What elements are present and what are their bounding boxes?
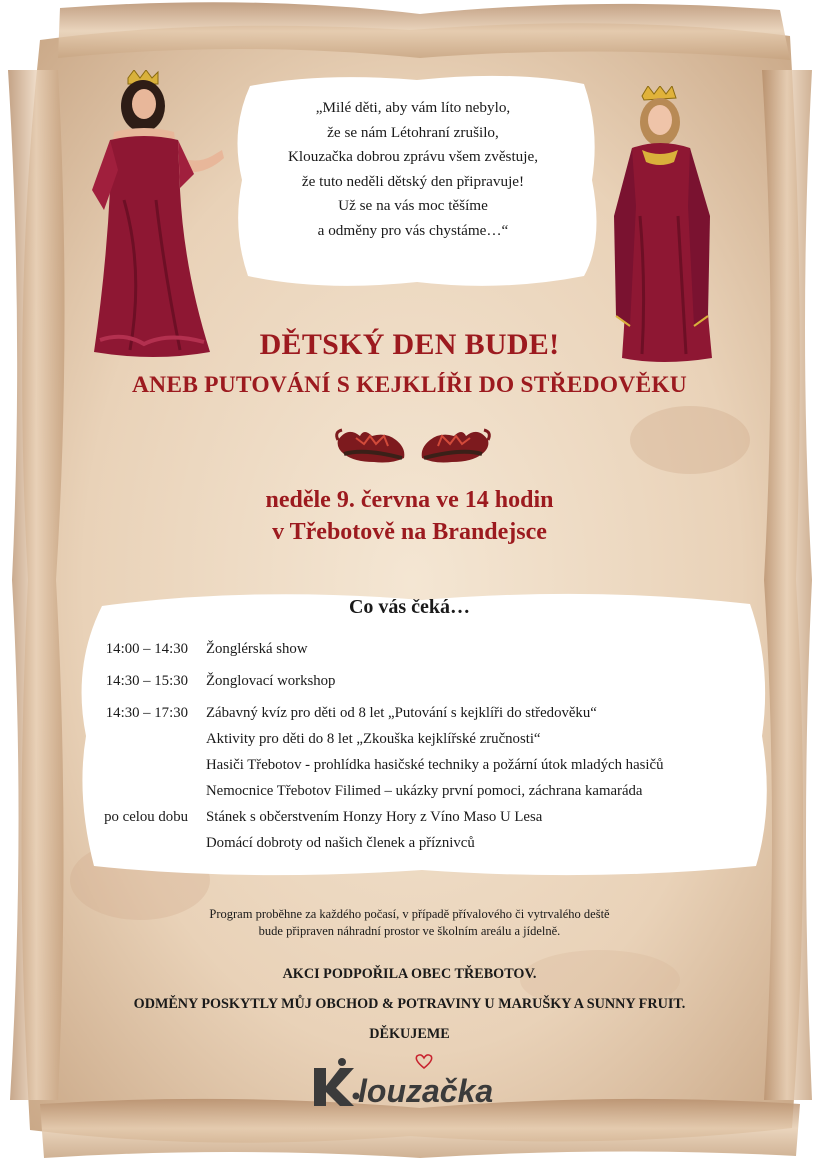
program-items xyxy=(206,636,766,662)
svg-text:louzačka: louzačka xyxy=(358,1073,494,1109)
program-title: Co vás čeká… xyxy=(348,596,471,618)
program-item: Žonglérská show xyxy=(206,641,308,657)
quote-line: Už se na vás moc těšíme xyxy=(338,197,488,214)
program-item: Zábavný kvíz pro děti od 8 let „Putování s kejklíři do středověku“ xyxy=(206,705,597,721)
program-items xyxy=(206,804,766,856)
subheadline: ANEB PUTOVÁNÍ S KEJKLÍŘI DO STŘEDOVĚKU xyxy=(132,372,687,398)
program-item: Aktivity pro děti do 8 let „Zkouška kejklířské zručnosti“ xyxy=(206,731,541,747)
program-time: 14:30 – 17:30 xyxy=(105,705,188,721)
program-items xyxy=(206,700,766,804)
quote-line: „Milé děti, aby vám líto nebylo, xyxy=(315,99,511,116)
program-items xyxy=(206,668,766,694)
headline: DĚTSKÝ DEN BUDE! xyxy=(259,328,560,361)
quote-line: že tuto neděli dětský den připravuje! xyxy=(301,172,525,190)
event-place: v Třebotově na Brandejsce xyxy=(272,519,547,545)
quote-line: Klouzačka dobrou zprávu všem zvěstuje, xyxy=(287,148,539,165)
jester-shoes-icon xyxy=(334,418,492,470)
program-time: po celou dobu xyxy=(104,809,188,825)
program-time: 14:30 – 15:30 xyxy=(105,673,188,689)
event-date-and-place xyxy=(0,484,819,548)
lady-in-red-gown-right-figure xyxy=(612,86,722,362)
program-item: Nemocnice Třebotov Filimed – ukázky první pomoci, záchrana kamaráda xyxy=(206,783,643,799)
program-item: Hasiči Třebotov - prohlídka hasičské techniky a požární útok mladých hasičů xyxy=(206,757,664,773)
quote-line: že se nám Létohraní zrušilo, xyxy=(327,123,499,141)
quote-line: a odměny pro vás chystáme…“ xyxy=(317,221,509,239)
klouzacka-logo xyxy=(308,1052,520,1110)
event-date: neděle 9. června ve 14 hodin xyxy=(265,487,554,513)
thanks-line: DĚKUJEME xyxy=(369,1026,450,1042)
program-item: Domácí dobroty od našich členek a příznivců xyxy=(206,835,475,851)
poem-quote xyxy=(258,96,568,243)
weather-note-line: bude připraven náhradní prostor ve školním areálu a jídelně. xyxy=(258,924,561,938)
program-item: Žonglovací workshop xyxy=(206,673,336,689)
weather-note-line: Program proběhne za každého počasí, v případě přívalového či vytrvalého deště xyxy=(209,907,610,921)
program-time: 14:00 – 14:30 xyxy=(105,641,188,657)
sponsor-line: AKCI PODPOŘILA OBEC TŘEBOTOV. xyxy=(282,966,537,982)
weather-note xyxy=(0,906,819,940)
program-item: Stánek s občerstvením Honzy Hory z Víno Maso U Lesa xyxy=(206,809,543,825)
sponsor-line: ODMĚNY POSKYTLY MŮJ OBCHOD & POTRAVINY U MARUŠKY A SUNNY FRUIT. xyxy=(133,996,686,1012)
lady-in-red-dress-left-figure xyxy=(84,70,234,362)
